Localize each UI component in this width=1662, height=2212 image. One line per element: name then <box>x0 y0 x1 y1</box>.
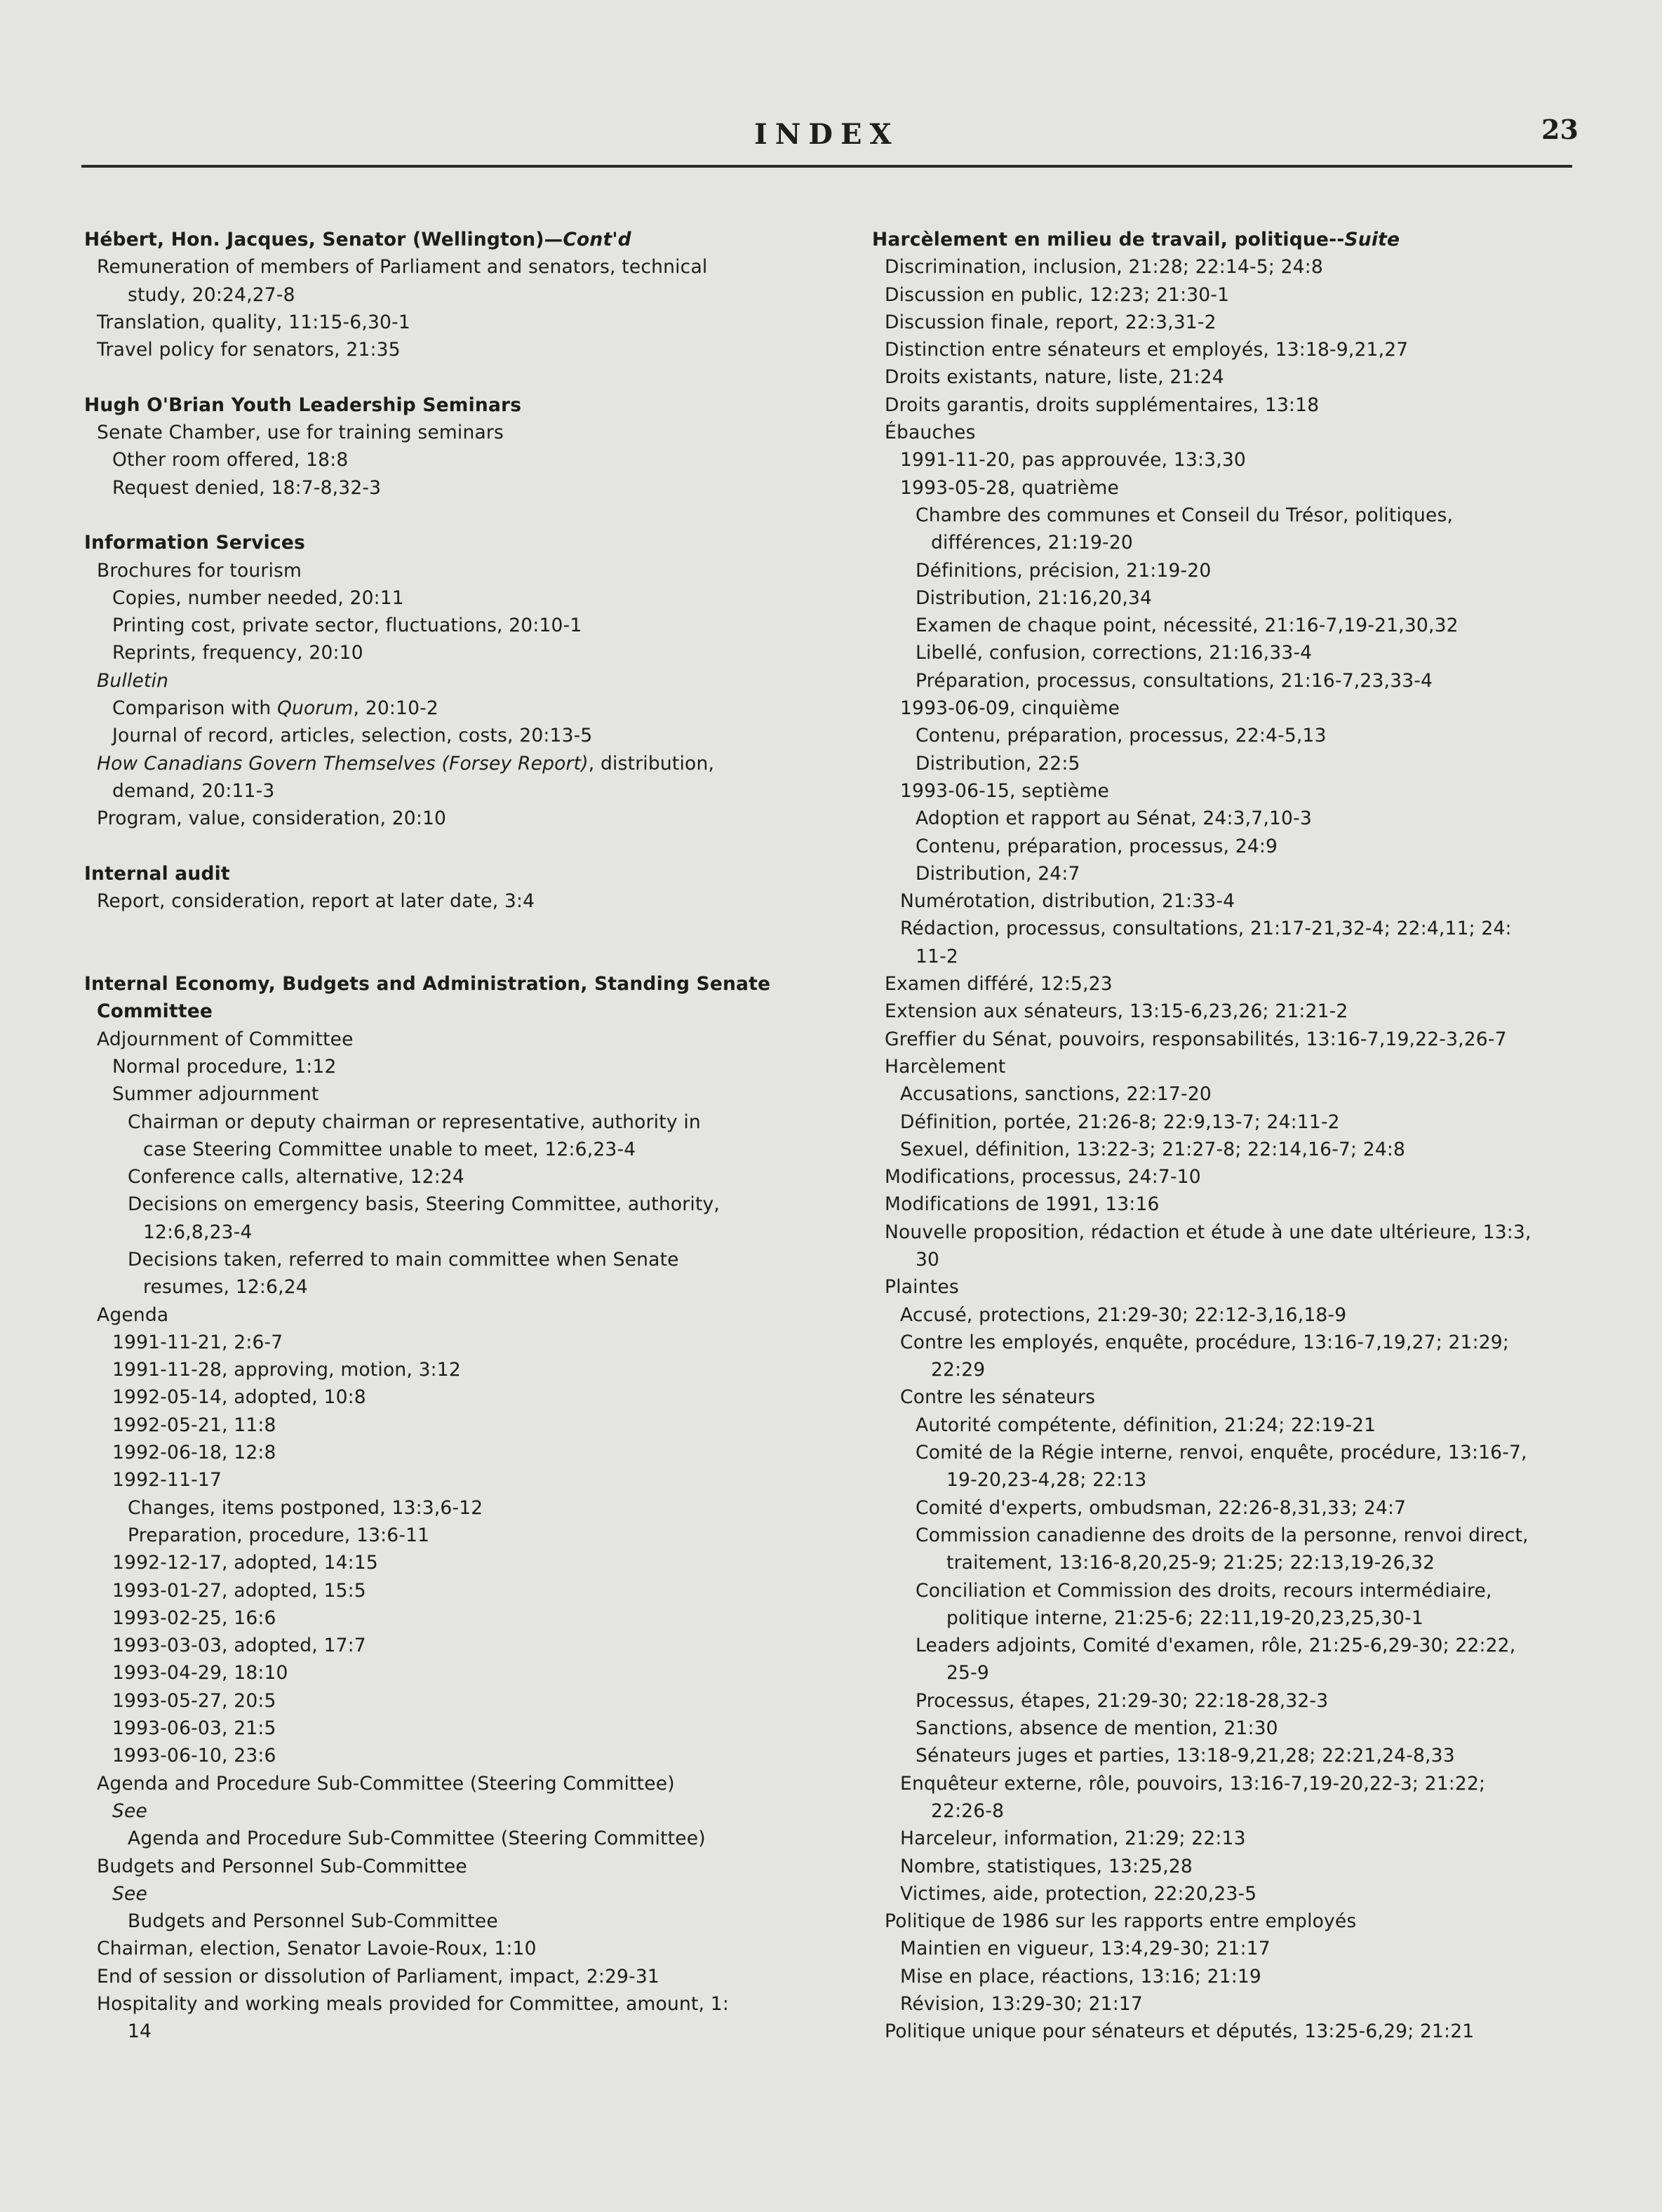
index-entry <box>84 1522 807 1549</box>
index-entry <box>84 667 807 695</box>
index-entry <box>872 970 1574 998</box>
entry-text: Adoption et rapport au Sénat, 24:3,7,10-3 <box>916 807 1312 830</box>
entry-text: Contenu, préparation, processus, 22:4-5,13 <box>916 725 1327 747</box>
index-entry <box>872 1880 1574 1908</box>
entry-text: , distribution, <box>588 752 715 775</box>
index-entry <box>872 1191 1574 1218</box>
entry-text: Numérotation, distribution, 21:33-4 <box>900 890 1235 913</box>
entry-text: Budgets and Personnel Sub-Committee <box>128 1910 498 1933</box>
index-entry <box>872 1742 1574 1769</box>
entry-text: Committee <box>97 1000 213 1023</box>
entry-text: Comparison with <box>112 697 277 720</box>
index-entry <box>872 639 1574 666</box>
entry-text: 1993-06-10, 23:6 <box>112 1745 276 1767</box>
index-entry <box>872 419 1574 446</box>
entry-text: Politique unique pour sénateurs et députés, 13:25-6,29; 21:21 <box>885 2020 1475 2043</box>
entry-text: Distribution, 22:5 <box>916 752 1080 775</box>
index-entry <box>84 1136 807 1163</box>
entry-text: Greffier du Sénat, pouvoirs, responsabilités, 13:16-7,19,22-3,26-7 <box>885 1028 1507 1050</box>
index-entry <box>84 1797 807 1825</box>
page-number: 23 <box>1541 114 1579 145</box>
index-entry <box>872 1273 1574 1301</box>
entry-text: Copies, number needed, 20:11 <box>112 586 404 609</box>
entry-spacer <box>84 363 807 391</box>
entry-text: Summer adjournment <box>112 1083 319 1106</box>
index-entry <box>84 750 807 777</box>
index-entry <box>872 391 1574 419</box>
entry-text: Examen de chaque point, nécessité, 21:16-7,19-21,30,32 <box>916 615 1459 637</box>
entry-text: Remuneration of members of Parliament and senators, technical <box>97 256 708 279</box>
entry-text: Preparation, procedure, 13:6-11 <box>128 1524 430 1546</box>
entry-text: Conciliation et Commission des droits, recours intermédiaire, <box>916 1579 1492 1602</box>
index-entry <box>872 309 1574 336</box>
index-entry <box>84 1219 807 1246</box>
index-entry <box>872 1108 1574 1136</box>
entry-text: Modifications de 1991, 13:16 <box>885 1193 1160 1216</box>
index-entry <box>872 1659 1574 1687</box>
entry-text: Distribution, 24:7 <box>916 862 1080 885</box>
index-entry <box>872 667 1574 695</box>
index-entry <box>872 1687 1574 1715</box>
entry-text: 22:29 <box>931 1359 986 1381</box>
index-entry <box>84 695 807 722</box>
entry-text: Reprints, frequency, 20:10 <box>112 642 363 664</box>
index-entry <box>872 2018 1574 2045</box>
entry-text: Brochures for tourism <box>97 559 302 582</box>
index-entry <box>84 1990 807 2018</box>
index-entry <box>84 474 807 502</box>
index-entry <box>84 639 807 666</box>
index-entry <box>84 281 807 309</box>
index-entry <box>872 336 1574 363</box>
index-entry <box>84 1412 807 1439</box>
entry-text: Victimes, aide, protection, 22:20,23-5 <box>900 1882 1257 1905</box>
entry-italic-text: Suite <box>1344 229 1400 250</box>
index-entry <box>872 750 1574 777</box>
header-rule <box>81 165 1572 168</box>
index-column-left <box>84 226 807 2046</box>
index-entry <box>84 1659 807 1687</box>
entry-text: Changes, items postponed, 13:3,6-12 <box>128 1496 483 1519</box>
entry-text: Harcèlement <box>885 1055 1006 1078</box>
entry-text: Distribution, 21:16,20,34 <box>916 586 1153 609</box>
entry-text: Sénateurs juges et parties, 13:18-9,21,28; 22:21,24-8,33 <box>916 1745 1455 1767</box>
index-column-right <box>872 226 1574 2046</box>
entry-text: Ébauches <box>885 422 976 444</box>
entry-text: Examen différé, 12:5,23 <box>885 973 1113 996</box>
entry-text: 1993-06-03, 21:5 <box>112 1717 276 1740</box>
entry-text: resumes, 12:6,24 <box>143 1276 308 1299</box>
entry-text: Other room offered, 18:8 <box>112 449 349 471</box>
index-entry <box>872 777 1574 805</box>
entry-text: Commission canadienne des droits de la personne, renvoi direct, <box>916 1524 1529 1546</box>
index-entry <box>84 1494 807 1522</box>
entry-text: Journal of record, articles, selection, costs, 20:13-5 <box>112 725 593 747</box>
entry-text: Distinction entre sénateurs et employés, 13:18-9,21,27 <box>885 339 1409 361</box>
index-entry <box>872 915 1574 942</box>
entry-text: 22:26-8 <box>931 1799 1005 1822</box>
index-entry <box>84 1246 807 1273</box>
index-entry <box>872 446 1574 474</box>
index-entry <box>84 1439 807 1466</box>
index-entry <box>872 1163 1574 1191</box>
index-entry <box>872 1439 1574 1466</box>
index-heading <box>84 860 807 887</box>
entry-text: Politique de 1986 sur les rapports entre employés <box>885 1910 1357 1933</box>
index-entry <box>872 1080 1574 1108</box>
entry-text: politique interne, 21:25-6; 22:11,19-20,23,25,30-1 <box>946 1607 1423 1629</box>
entry-text: Travel policy for senators, 21:35 <box>97 339 401 361</box>
index-entry <box>872 695 1574 722</box>
index-entry <box>872 1715 1574 1742</box>
entry-text: Senate Chamber, use for training seminars <box>97 422 504 444</box>
entry-italic-text: Quorum <box>276 697 354 720</box>
index-entry <box>84 336 807 363</box>
entry-text: Accusé, protections, 21:29-30; 22:12-3,16,18-9 <box>900 1303 1347 1326</box>
index-entry <box>84 1080 807 1108</box>
index-entry <box>84 253 807 281</box>
entry-text: traitement, 13:16-8,20,25-9; 21:25; 22:13,19-26,32 <box>946 1552 1435 1574</box>
entry-text: Agenda and Procedure Sub-Committee (Steering Committee) <box>97 1772 675 1795</box>
index-entry <box>872 805 1574 832</box>
entry-italic-text: Bulletin <box>97 669 169 692</box>
entry-text: 1993-03-03, adopted, 17:7 <box>112 1635 366 1657</box>
entry-text: Request denied, 18:7-8,32-3 <box>112 476 382 499</box>
index-entry <box>872 1301 1574 1329</box>
entry-text: Agenda <box>97 1303 169 1326</box>
entry-text: 14 <box>128 2020 152 2043</box>
entry-text: Chambre des communes et Conseil du Trésor, politiques, <box>916 504 1454 526</box>
entry-text: Comité de la Régie interne, renvoi, enquête, procédure, 13:16-7, <box>916 1442 1527 1464</box>
entry-text: Normal procedure, 1:12 <box>112 1055 337 1078</box>
index-entry <box>872 943 1574 970</box>
index-heading <box>84 391 807 419</box>
entry-text: 1993-04-29, 18:10 <box>112 1662 288 1684</box>
entry-text: Harcèlement en milieu de travail, politique-- <box>872 229 1345 250</box>
entry-italic-text: Cont'd <box>563 229 631 250</box>
entry-text: Extension aux sénateurs, 13:15-6,23,26; 21:21-2 <box>885 1000 1348 1023</box>
index-entry <box>84 805 807 832</box>
entry-text: 1992-12-17, adopted, 14:15 <box>112 1552 378 1574</box>
entry-text: Discussion finale, report, 22:3,31-2 <box>885 311 1217 333</box>
entry-text: Comité d'experts, ombudsman, 22:26-8,31,33; 24:7 <box>916 1496 1407 1519</box>
index-entry <box>84 1108 807 1136</box>
entry-text: Hospitality and working meals provided for Committee, amount, 1: <box>97 1993 729 2015</box>
entry-text: Leaders adjoints, Comité d'examen, rôle, 21:25-6,29-30; 22:22, <box>916 1635 1516 1657</box>
entry-text: 1992-05-14, adopted, 10:8 <box>112 1386 366 1409</box>
index-entry <box>84 777 807 805</box>
index-entry <box>84 1853 807 1880</box>
entry-text: Chairman, election, Senator Lavoie-Roux, 1:10 <box>97 1938 537 1960</box>
index-entry <box>84 1191 807 1218</box>
entry-text: 19-20,23-4,28; 22:13 <box>946 1469 1147 1492</box>
index-entry <box>84 1026 807 1053</box>
index-entry <box>84 1273 807 1301</box>
entry-text: Decisions taken, referred to main committee when Senate <box>128 1248 679 1271</box>
index-entry <box>872 1908 1574 1935</box>
entry-text: Plaintes <box>885 1276 959 1299</box>
index-entry <box>872 1329 1574 1356</box>
entry-text: Discrimination, inclusion, 21:28; 22:14-5; 24:8 <box>885 256 1323 279</box>
index-entry <box>84 1163 807 1191</box>
index-entry <box>872 253 1574 281</box>
index-heading <box>84 529 807 556</box>
entry-text: 1992-11-17 <box>112 1469 222 1492</box>
index-entry <box>872 1136 1574 1163</box>
index-entry <box>84 2018 807 2045</box>
index-entry <box>84 1687 807 1715</box>
index-entry <box>84 1632 807 1659</box>
index-entry <box>872 1797 1574 1825</box>
index-heading <box>84 226 807 253</box>
entry-text: Contenu, préparation, processus, 24:9 <box>916 835 1278 857</box>
entry-text: Internal audit <box>84 862 230 885</box>
index-entry <box>872 1770 1574 1797</box>
index-entry <box>84 722 807 749</box>
index-heading <box>84 970 807 998</box>
index-entry <box>872 887 1574 915</box>
entry-text: Sexuel, définition, 13:22-3; 21:27-8; 22:14,16-7; 24:8 <box>900 1138 1406 1160</box>
entry-text: Discussion en public, 12:23; 21:30-1 <box>885 283 1230 306</box>
index-entry <box>84 1908 807 1935</box>
index-entry <box>84 446 807 474</box>
index-entry <box>872 502 1574 529</box>
index-entry <box>872 1522 1574 1549</box>
index-entry <box>872 1219 1574 1246</box>
entry-text: Libellé, confusion, corrections, 21:16,33-4 <box>916 642 1313 664</box>
entry-text: Nombre, statistiques, 13:25,28 <box>900 1855 1193 1877</box>
entry-text: Enquêteur externe, rôle, pouvoirs, 13:16-7,19-20,22-3; 21:22; <box>900 1772 1486 1795</box>
index-entry <box>872 860 1574 887</box>
index-entry <box>872 557 1574 584</box>
entry-text: 1993-06-15, septième <box>900 779 1109 802</box>
entry-text: 1992-06-18, 12:8 <box>112 1442 276 1464</box>
index-entry <box>872 1549 1574 1576</box>
entry-text: Decisions on emergency basis, Steering Committee, authority, <box>128 1193 721 1216</box>
entry-text: 1993-01-27, adopted, 15:5 <box>112 1579 366 1602</box>
index-entry <box>84 584 807 612</box>
entry-text: Harceleur, information, 21:29; 22:13 <box>900 1828 1246 1850</box>
entry-spacer <box>84 915 807 970</box>
entry-italic-text: See <box>112 1799 148 1822</box>
index-entry <box>84 1742 807 1769</box>
entry-text: case Steering Committee unable to meet, 12:6,23-4 <box>143 1138 636 1160</box>
index-entry <box>872 1825 1574 1852</box>
entry-text: Mise en place, réactions, 13:16; 21:19 <box>900 1965 1261 1988</box>
index-entry <box>84 1549 807 1576</box>
index-entry <box>872 833 1574 860</box>
index-entry <box>872 1026 1574 1053</box>
index-entry <box>84 612 807 639</box>
entry-text: 1993-05-28, quatrième <box>900 476 1119 499</box>
entry-text: study, 20:24,27-8 <box>128 283 295 306</box>
index-entry <box>872 1383 1574 1411</box>
entry-text: Budgets and Personnel Sub-Committee <box>97 1855 467 1877</box>
entry-text: Droits garantis, droits supplémentaires, 13:18 <box>885 394 1320 416</box>
entry-text: Sanctions, absence de mention, 21:30 <box>916 1717 1278 1740</box>
index-entry <box>872 1246 1574 1273</box>
index-entry <box>872 1963 1574 1990</box>
index-entry <box>84 1963 807 1990</box>
entry-text: 12:6,8,23-4 <box>143 1221 253 1243</box>
entry-spacer <box>84 502 807 529</box>
index-entry <box>84 1466 807 1494</box>
index-entry <box>84 1301 807 1329</box>
entry-text: 1991-11-20, pas approuvée, 13:3,30 <box>900 449 1246 471</box>
index-entry <box>84 1770 807 1797</box>
index-entry <box>872 363 1574 391</box>
entry-text: Translation, quality, 11:15-6,30-1 <box>97 311 410 333</box>
index-entry <box>872 1853 1574 1880</box>
index-entry <box>872 1053 1574 1080</box>
index-title: INDEX <box>754 118 899 151</box>
index-entry <box>872 1356 1574 1383</box>
index-entry <box>872 1577 1574 1604</box>
index-entry <box>84 1604 807 1632</box>
index-entry <box>84 309 807 336</box>
entry-text: 1991-11-28, approving, motion, 3:12 <box>112 1359 461 1381</box>
index-entry <box>872 281 1574 309</box>
index-entry <box>84 1880 807 1908</box>
entry-text: Conference calls, alternative, 12:24 <box>128 1166 464 1188</box>
entry-text: 25-9 <box>946 1662 989 1684</box>
entry-text: différences, 21:19-20 <box>931 532 1133 554</box>
entry-text: Définitions, précision, 21:19-20 <box>916 559 1212 582</box>
entry-text: demand, 20:11-3 <box>112 779 275 802</box>
entry-text: Information Services <box>84 532 306 554</box>
index-entry <box>84 419 807 446</box>
entry-text: 1992-05-21, 11:8 <box>112 1414 276 1436</box>
index-entry <box>84 1935 807 1962</box>
index-entry <box>84 1825 807 1852</box>
index-entry <box>84 1053 807 1080</box>
entry-italic-text: See <box>112 1882 148 1905</box>
entry-text: Autorité compétente, définition, 21:24; 22:19-21 <box>916 1414 1376 1436</box>
entry-text: Internal Economy, Budgets and Administration, Standing Senate <box>84 973 771 996</box>
entry-text: 1993-02-25, 16:6 <box>112 1607 276 1629</box>
entry-text: End of session or dissolution of Parliament, impact, 2:29-31 <box>97 1965 659 1988</box>
entry-text: 11-2 <box>916 945 958 967</box>
index-entry <box>84 1329 807 1356</box>
entry-text: Rédaction, processus, consultations, 21:17-21,32-4; 22:4,11; 24: <box>900 918 1512 940</box>
index-entry <box>84 1356 807 1383</box>
index-entry <box>872 1604 1574 1632</box>
entry-text: Modifications, processus, 24:7-10 <box>885 1166 1201 1188</box>
entry-text: Chairman or deputy chairman or representative, authority in <box>128 1111 701 1133</box>
index-entry <box>872 474 1574 502</box>
index-entry <box>84 1715 807 1742</box>
index-entry <box>872 1990 1574 2018</box>
entry-text: Droits existants, nature, liste, 21:24 <box>885 366 1224 389</box>
entry-text: 1991-11-21, 2:6-7 <box>112 1331 283 1353</box>
entry-text: , 20:10-2 <box>353 697 438 720</box>
entry-text: Printing cost, private sector, fluctuations, 20:10-1 <box>112 615 582 637</box>
index-entry <box>872 1466 1574 1494</box>
entry-text: Accusations, sanctions, 22:17-20 <box>900 1083 1212 1106</box>
entry-spacer <box>84 833 807 860</box>
entry-text: Préparation, processus, consultations, 21:16-7,23,33-4 <box>916 669 1433 692</box>
index-entry <box>872 612 1574 639</box>
index-entry <box>872 529 1574 556</box>
index-entry <box>84 887 807 915</box>
entry-text: Contre les sénateurs <box>900 1386 1096 1409</box>
index-entry <box>872 998 1574 1025</box>
entry-text: Nouvelle proposition, rédaction et étude à une date ultérieure, 13:3, <box>885 1221 1532 1243</box>
entry-text: Contre les employés, enquête, procédure, 13:16-7,19,27; 21:29; <box>900 1331 1509 1353</box>
entry-text: Report, consideration, report at later date, 3:4 <box>97 890 535 913</box>
index-entry <box>872 722 1574 749</box>
index-heading <box>872 226 1574 253</box>
entry-text: Hébert, Hon. Jacques, Senator (Wellington)— <box>84 229 563 250</box>
entry-text: Adjournment of Committee <box>97 1028 354 1050</box>
index-entry <box>84 1383 807 1411</box>
index-entry <box>872 1935 1574 1962</box>
index-entry <box>84 1577 807 1604</box>
index-entry <box>84 557 807 584</box>
entry-text: Processus, étapes, 21:29-30; 22:18-28,32-3 <box>916 1689 1329 1712</box>
index-entry <box>872 584 1574 612</box>
entry-text: Hugh O'Brian Youth Leadership Seminars <box>84 394 522 416</box>
entry-text: Agenda and Procedure Sub-Committee (Steering Committee) <box>128 1828 706 1850</box>
entry-text: Maintien en vigueur, 13:4,29-30; 21:17 <box>900 1938 1271 1960</box>
index-heading <box>84 998 807 1025</box>
entry-italic-text: How Canadians Govern Themselves (Forsey Report) <box>97 752 589 775</box>
entry-text: 30 <box>916 1248 940 1271</box>
entry-text: Définition, portée, 21:26-8; 22:9,13-7; 24:11-2 <box>900 1111 1340 1133</box>
index-entry <box>872 1412 1574 1439</box>
entry-text: Révision, 13:29-30; 21:17 <box>900 1993 1143 2015</box>
entry-text: Program, value, consideration, 20:10 <box>97 807 447 830</box>
entry-text: 1993-05-27, 20:5 <box>112 1689 276 1712</box>
index-entry <box>872 1632 1574 1659</box>
entry-text: 1993-06-09, cinquième <box>900 697 1120 720</box>
index-entry <box>872 1494 1574 1522</box>
